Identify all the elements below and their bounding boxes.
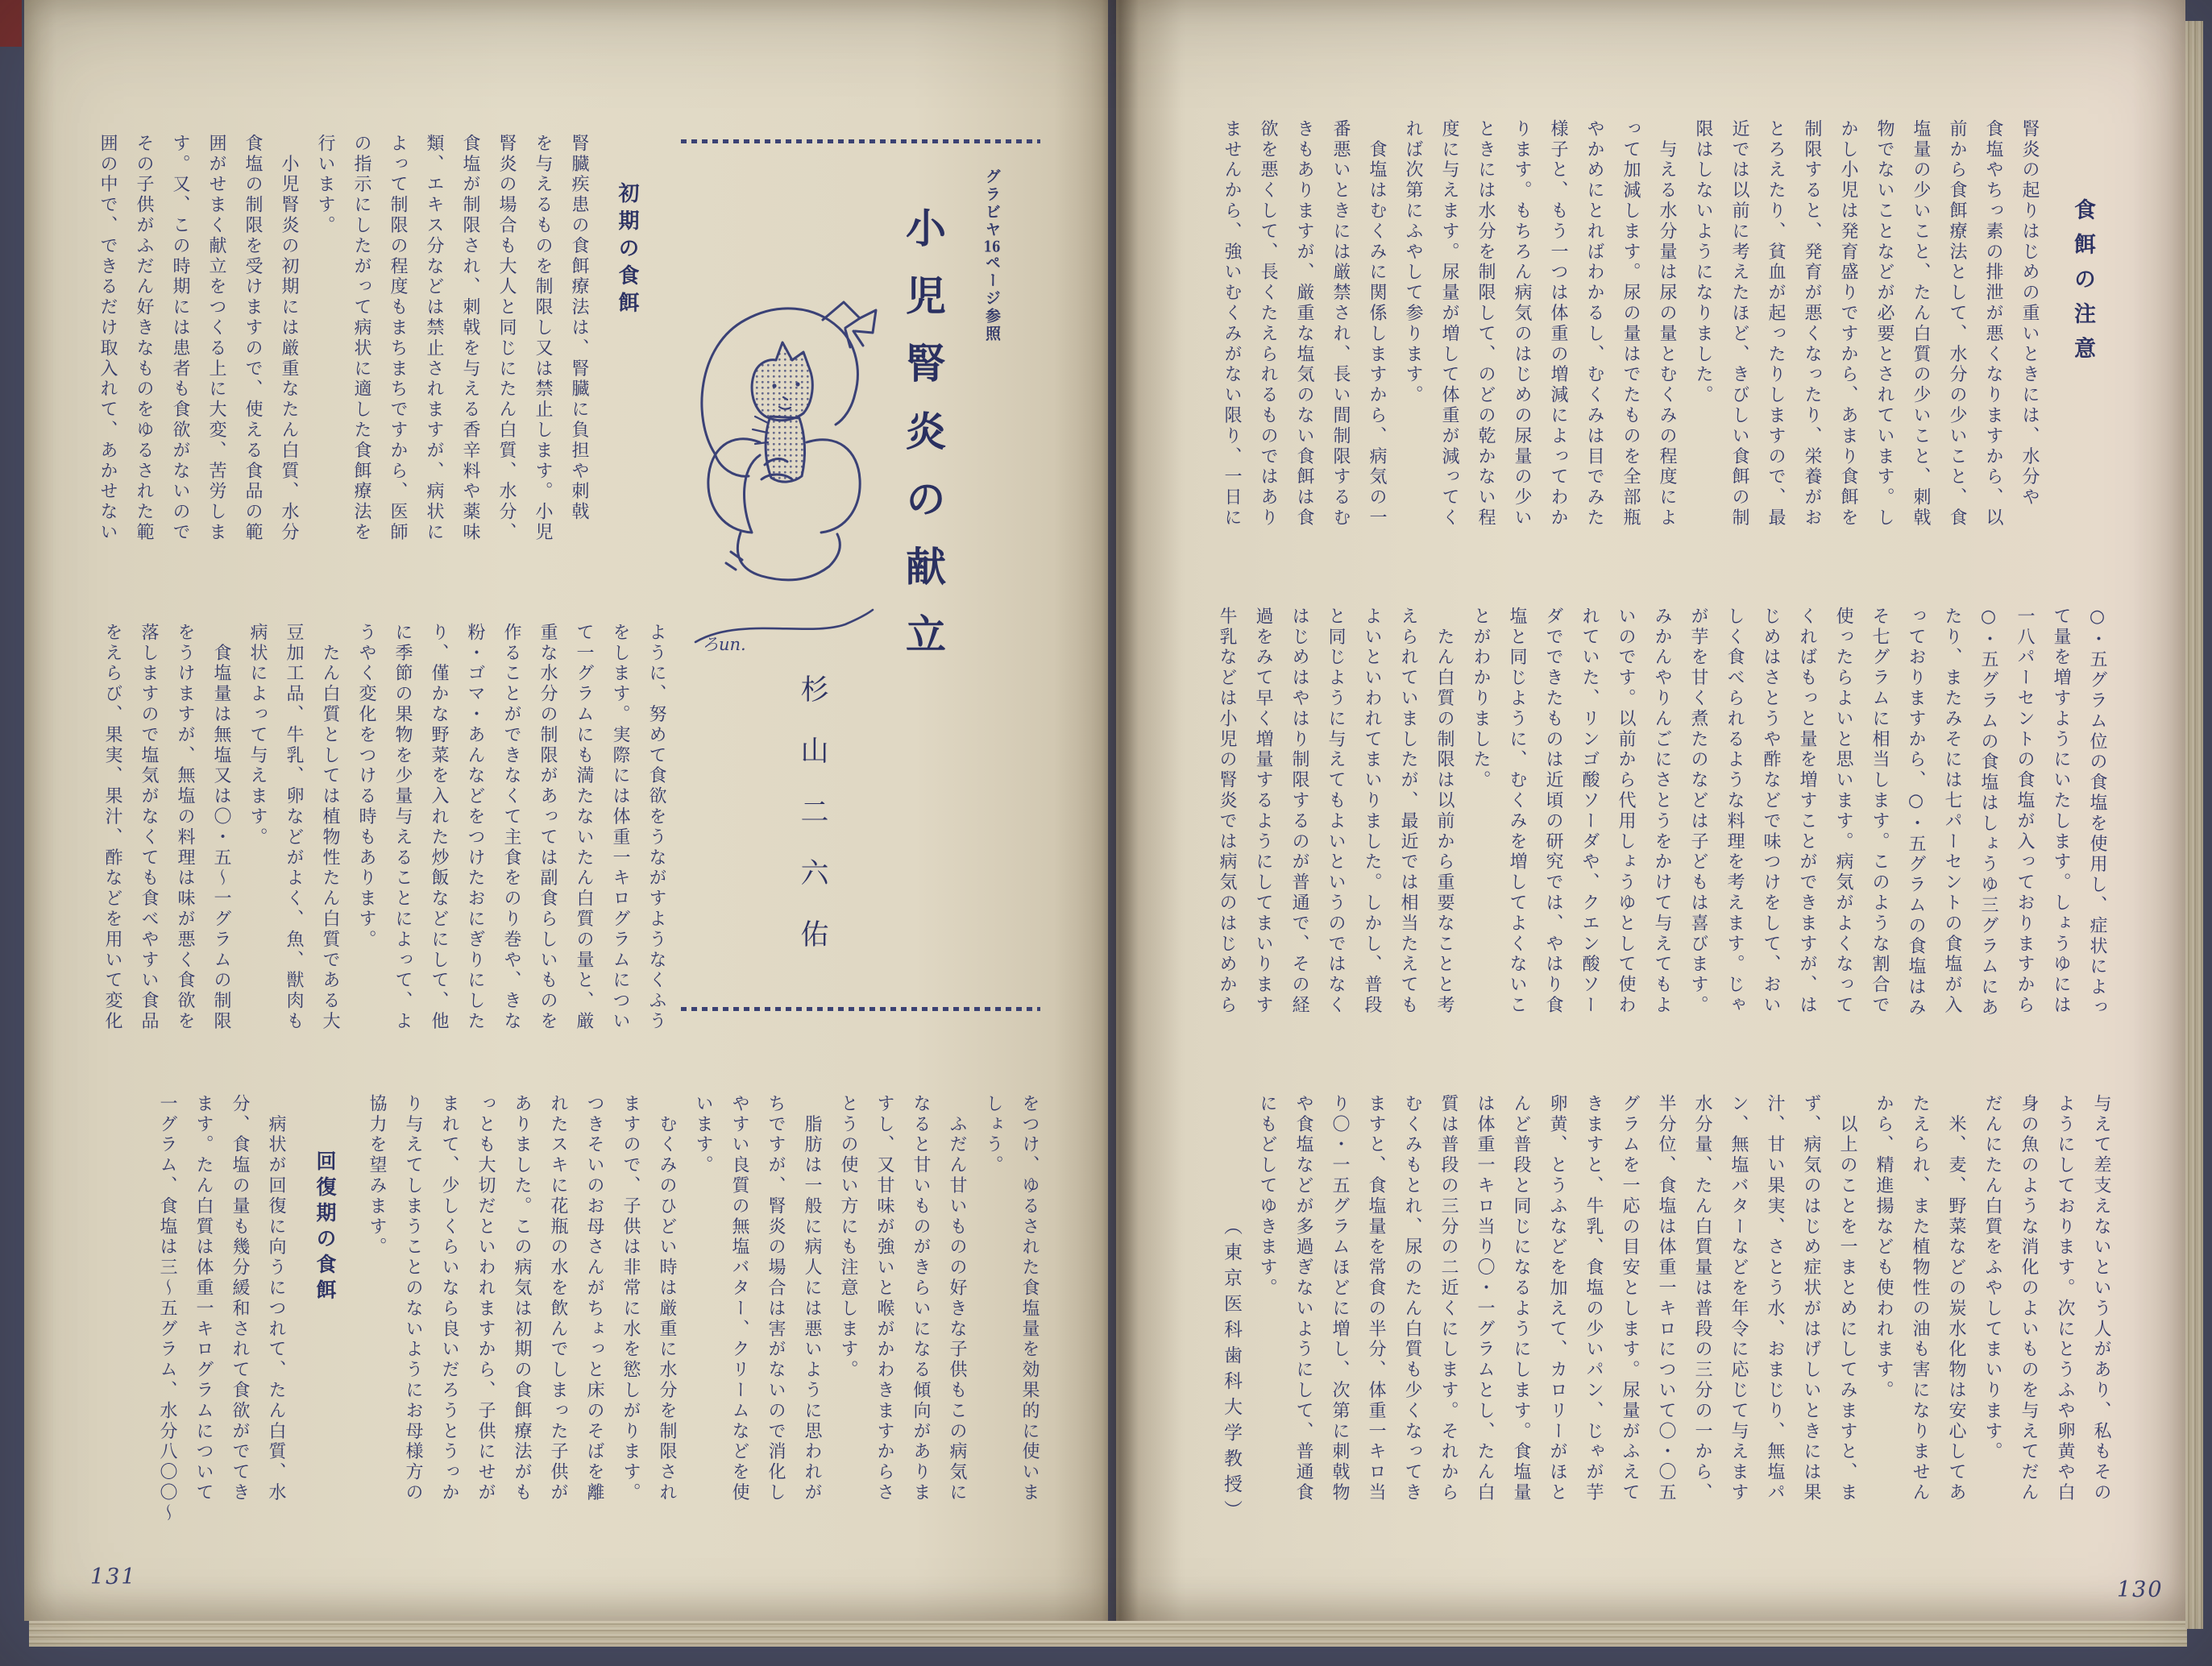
text-column: よいといわれてまいりました。しかし、普段 [1362,607,1382,1016]
text-column: 協力を望みます。 [367,1094,387,1258]
text-column: ませんから、強いむくみがない限り、一日に [1222,119,1242,528]
text-column: 度に与えます。尿量が増して体重が減ってく [1439,119,1459,528]
child-illustration [687,296,879,660]
text-column: 行います。 [315,134,335,236]
tier-3-columns-b [149,1094,294,1563]
text-column: 制限すると、発育が悪くなったり、栄養がお [1802,119,1822,528]
text-column: むくみのひどい時は厳重に水分を制限され [657,1094,677,1503]
text-column: まれて、少しくらいなら良いだろうとうっか [439,1094,459,1503]
text-column: 食塩やちっ素の排泄が悪くなりますから、以 [1983,119,2003,528]
text-column: 囲の中で、できるだけ取入れて、あかせない [98,134,118,543]
text-column: んど普段と同じになるようにします。食塩量 [1511,1094,1531,1503]
cover-corner-mark [0,0,22,47]
section-heading-recovery-diet: 回復期の食餌 [313,1150,337,1305]
text-column: 卵黄、とうふなどを加えて、カロリーがほと [1547,1094,1567,1503]
text-column: とうの使い方にも注意します。 [838,1094,858,1381]
text-column: えられていましたが、最近では相当たえても [1398,607,1418,1016]
text-column: います。 [693,1094,713,1176]
text-column: しょう。 [983,1094,1003,1176]
right-page-tier-3 [1197,1094,2119,1563]
text-column: り〇・一五グラムほどに増し、次第に刺戟物 [1330,1094,1350,1503]
page-number-131: 131 [90,1564,137,1589]
tier-3-columns-a [359,1094,1048,1563]
text-column: つきそいのお母さんがちょっと床のそばを離 [584,1094,604,1503]
text-column: って加減します。尿の量はでたものを全部瓶 [1621,119,1641,528]
tier-1-columns [1214,119,2048,564]
text-column: を与えるものを制限し又は禁止します。小児 [533,134,553,543]
text-column: れていた、リンゴ酸ソーダや、クエン酸ソー [1579,607,1600,1016]
text-column: とろえたり、貧血が起ったりしますので、最 [1766,119,1786,528]
text-column: 汁、甘い果実、さとう水、おまじり、無塩パ [1765,1094,1785,1503]
text-column: たん白質の制限は以前から重要なことと考 [1434,607,1455,1016]
section-heading-initial-diet: 初期の食餌 [615,182,639,319]
text-column: 番悪いときには厳禁され、長い間制限するむ [1330,119,1351,528]
text-column: ず、病気のはじめ症状がはげしいときには果 [1801,1094,1821,1503]
text-column: 米、麦、野菜などの炭水化物は安心してあ [1946,1094,1966,1503]
text-column: て量を増すようにいたします。しょうゆには [2051,607,2071,1016]
text-column: 以上のことを一まとめにしてみますと、ま [1837,1094,1857,1503]
text-column: ますので、子供は非常に水を慾しがります。 [620,1094,641,1503]
text-column: ように、努めて食欲をうながすようなくふう [646,623,666,1032]
text-column: ダでできたものは近頃の研究では、やはり食 [1543,607,1563,1016]
page-130 [1116,0,2185,1621]
text-column: きもありますが、厳重な塩気のない食餌は食 [1294,119,1314,528]
text-column: や食塩などが多過ぎないようにして、普通食 [1293,1094,1314,1503]
text-column: 食塩量は無塩又は〇・五〜一グラムの制限 [211,623,231,1032]
article-title: 小児腎炎の献立 [899,207,947,681]
text-column: 病状によって与えます。 [247,623,268,848]
text-column: 半分位、食塩は体重一キロについて〇・〇五 [1656,1094,1676,1503]
text-column: ン、無塩バターなどを年令に応じて与えます [1729,1094,1749,1503]
text-column: その子供がふだん好きなものをゆるされた範 [134,134,154,543]
text-column: が芋を甘く煮たのなどは子どもは喜びます。 [1688,607,1708,1016]
text-column: にもどしてゆきます。 [1257,1094,1277,1299]
text-column: をうけますが、無塩の料理は味が悪く食欲を [175,623,195,1032]
text-column: 一八パーセントの食塩が入っておりますから [2015,607,2035,1016]
text-column: て一グラムにも満たないたん白質の量と、厳 [574,623,594,1032]
text-column: り与えてしまうことのないようにお母様方の [403,1094,423,1503]
text-column: すし、又甘味が強いと喉がかわきますからさ [874,1094,894,1503]
text-column: 使ったらよいと思います。病気がよくなって [1833,607,1853,1016]
text-column: そ七グラムに相当します。このような割合で [1870,607,1890,1016]
gravure-note-pre: グラビヤ [983,168,1001,239]
text-column: の指示にしたがって病状に適した食餌療法を [351,134,371,543]
text-column: ありました。この病気は初期の食餌療法がも [512,1094,532,1503]
text-column: 塩と同じように、むくみを増してよくないこ [1507,607,1527,1016]
tier-3-columns [1249,1094,2119,1563]
text-column: をします。実際には体重一キログラムについ [610,623,630,1032]
text-column: ときには水分を制限して、のどの乾かない程 [1475,119,1496,528]
text-column: なると甘いものがきらいになる傾向がありま [911,1094,931,1503]
text-column: 牛乳などは小児の腎炎では病気のはじめから [1217,607,1237,1016]
text-column: 一グラム、食塩は三〜五グラム、水分八〇〇〜 [157,1094,177,1524]
text-column: 囲がせまく献立をつくる上に大変、苦労しま [206,134,226,543]
text-column: 粉・ゴマ・あんなどをつけたおにぎりにした [465,623,485,1032]
right-page-tier-1 [1197,119,2115,564]
text-column: 近では以前に考えたほど、きびしい食餌の制 [1729,119,1749,528]
text-column: とがわかりました。 [1471,607,1491,791]
text-column: みかんやりんごにさとうをかけて与えてもよ [1652,607,1672,1016]
text-column: たり、またみそには七パーセントの食塩が入 [1942,607,1962,1016]
dotted-rule-top [681,139,1040,143]
text-column: 類、エキス分などは禁止されますが、病状に [424,134,444,543]
text-column: 食塩が制限され、刺戟を与える香辛料や薬味 [460,134,480,543]
text-column: 脂肪は一般に病人には悪いように思われが [802,1094,822,1503]
text-column: 分、食塩の量も幾分緩和されて食欲がでてき [230,1094,250,1503]
text-column: ふだん甘いものの好きな子供もこの病気に [947,1094,967,1503]
left-page-tier-3 [81,1094,1048,1563]
text-column: 腎臓疾患の食餌療法は、腎臓に負担や刺戟 [569,134,589,523]
text-column: 様子と、もう一つは体重の増減によってわか [1548,119,1568,528]
page-number-130: 130 [2117,1577,2164,1602]
text-column: 物でないことなどが必要とされています。し [1874,119,1895,528]
text-column: り、僅かな野菜を入れた炒飯などにして、他 [429,623,449,1032]
text-column: をつけ、ゆるされた食塩量を効果的に使いま [1019,1094,1040,1503]
page-stack-edge-right [2185,21,2203,1629]
text-column: かし小児は発育盛りですから、あまり食餌を [1838,119,1858,528]
text-column: 小児腎炎の初期には厳重なたん白質、水分 [279,134,299,543]
text-column: 身の魚のような消化のよいものを与えてだん [2019,1094,2039,1503]
text-column: をえらび、果実、果汁、酢などを用いて変化 [102,623,122,1032]
text-column: 水分量、たん白質量は普段の三分の一から、 [1692,1094,1712,1503]
text-column: っておりますから、○・五グラムの食塩はみ [1906,607,1926,1018]
right-page-tier-2 [1197,607,2115,1048]
text-column: 質は普段の三分の二近くにします。それから [1438,1094,1459,1503]
text-column: たえられ、また植物性の油も害になりません [1910,1094,1930,1503]
text-column: しく食べられるような料理を考えます。じゃ [1724,607,1745,1016]
text-column: くればもっと量を増すことができますが、は [1797,607,1817,1016]
text-column: 塩量の少いこと、たん白質の少いこと、刺戟 [1911,119,1931,528]
text-column: たん白質としては植物性たん白質である大 [320,623,340,1032]
text-column: やかめにとればわかるし、むくみは目でみた [1584,119,1604,528]
text-column: 食塩の制限を受けますので、使える食品の範 [243,134,263,543]
text-column: だんにたん白質をふやしてまいります。 [1982,1094,2002,1463]
text-column: 与えて差支えないという人があり、私もその [2091,1094,2111,1503]
text-column: じめはさとうや酢などで味つけをして、おい [1761,607,1781,1016]
text-column: 限はしないようになりました。 [1693,119,1713,406]
gravure-note-post: ページ参照 [983,255,1001,343]
text-column: ○・五グラムの食塩はしょうゆ三グラムにあ [1978,607,1998,1018]
text-column: れたスキに花瓶の水を飲んでしまった子供が [548,1094,568,1503]
text-column: 食塩はむくみに関係しますから、病気の一 [1367,119,1387,528]
text-column: 与える水分量は尿の量とむくみの程度によ [1657,119,1677,528]
left-page-tier-1 [77,134,597,575]
text-column: よって制限の程度もまちまちですから、医師 [388,134,408,543]
page-131 [24,0,1108,1621]
text-column: から、精進揚なども使われます。 [1874,1094,1894,1401]
text-column: 過をみて早く増量するようにしてまいります [1253,607,1273,1016]
text-column: きますと、牛乳、食塩の少いパン、じゃが芋 [1583,1094,1604,1503]
text-column: っとも大切だといわれますから、子供にせが [475,1094,496,1503]
gravure-note-number: 16 [983,239,1001,255]
text-column: はじめはやはり制限するのが普通で、その経 [1289,607,1309,1016]
text-column: れば次第にふやして参ります。 [1403,119,1423,406]
illustration-signature: ろun. [702,635,746,654]
text-column: むくみもとれ、尿のたん白質も少くなってき [1402,1094,1422,1503]
text-column: ります。もちろん病気のはじめの尿量の少い [1512,119,1532,528]
text-column: ちですが、腎炎の場合は害がないので消化し [766,1094,786,1503]
text-column: 作ることができなくて主食をのり巻や、きな [501,623,521,1032]
text-column: に季節の果物を少量与えることによって、よ [392,623,413,1032]
text-column: は体重一キロ当り〇・一グラムとし、たん白 [1475,1094,1495,1503]
text-column: いのです。以前から代用しょうゆとして使わ [1616,607,1636,1016]
page-stack-edge-bottom [29,1621,2187,1647]
left-page-tier-2 [77,623,674,1062]
article-author: 杉山二六佑 [796,674,828,980]
section-heading-diet-notes: 食餌の注意 [2070,198,2095,371]
text-column: 腎炎の起りはじめの重いときには、水分や [2019,119,2040,508]
author-credit: （東京医科歯科大学教授） [1221,1216,1242,1526]
text-column: ○・五グラム位の食塩を使用し、症状によっ [2087,607,2107,1018]
gravure-reference-note [981,168,1003,343]
text-column: ますと、食塩量を常食の半分、体重一キロ当 [1366,1094,1386,1503]
article-title-block [679,139,1042,1011]
text-column: 豆加工品、牛乳、卵などがよく、魚、獣肉も [284,623,304,1032]
text-column: ようにしております。次にとうふや卵黄や白 [2055,1094,2075,1503]
text-column: うやく変化をつける時もあります。 [356,623,376,951]
text-column: す。又、この時期には患者も食欲がないので [170,134,190,543]
text-column: ます。たん白質は体重一キログラムについて [193,1094,214,1503]
text-column: 重な水分の制限があっては副食らしいものを [537,623,558,1032]
text-column: と同じように与えてもよいというのではなく [1326,607,1346,1016]
text-column: 病状が回復に向うにつれて、たん白質、水 [266,1094,286,1503]
dotted-rule-bottom [681,1007,1040,1011]
text-column: やすい良質の無塩バター、クリームなどを使 [729,1094,749,1503]
text-column: 前から食餌療法として、水分の少いこと、食 [1947,119,1967,528]
text-column: 欲を悪くして、長くたえられるものではあり [1258,119,1278,528]
text-column: 腎炎の場合も大人と同じにたん白質、水分、 [496,134,517,543]
text-column: グラムを一応の目安とします。尿量がふえて [1620,1094,1640,1503]
text-column: 落しますので塩気がなくても食べやすい食品 [139,623,159,1032]
